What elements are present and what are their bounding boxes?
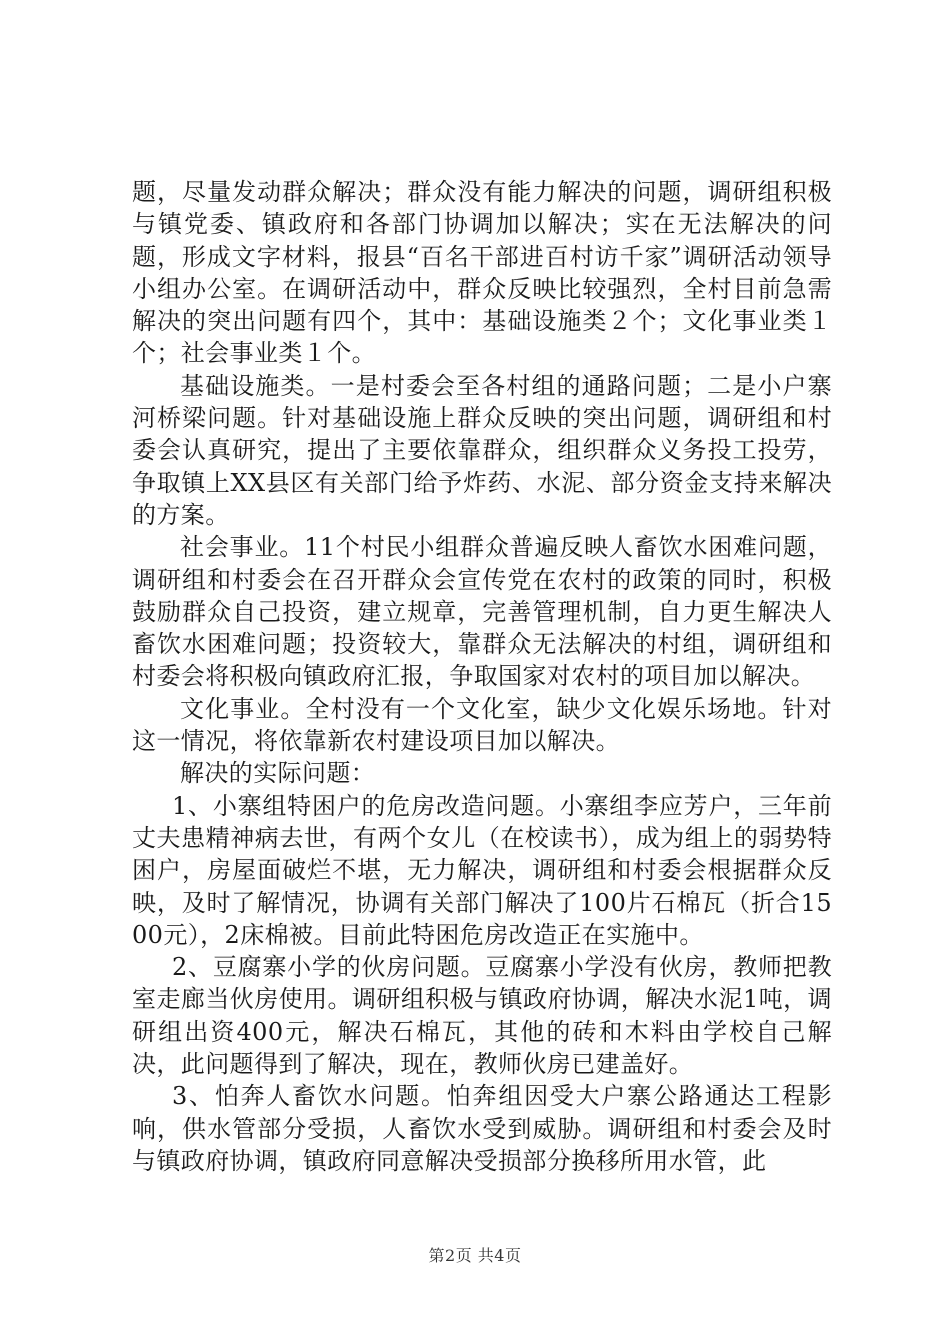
paragraph-item-2: 2、豆腐寨小学的伙房问题。豆腐寨小学没有伙房，教师把教室走廊当伙房使用。调研组积极与镇政府协调，解决水泥1吨，调研组出资400元，解决石棉瓦，其他的砖和木料由学校自己解决，此问题得到了解决，现在，教师伙房已建盖好。 <box>132 953 832 1079</box>
paragraph-infrastructure: 基础设施类。一是村委会至各村组的通路问题；二是小户寨河桥梁问题。针对基础设施上群众反映的突出问题，调研组和村委会认真研究，提出了主要依靠群众，组织群众义务投工投劳，争取镇上XX县区有关部门给予炸药、水泥、部分资金支持来解决的方案。 <box>132 371 832 529</box>
document-body <box>132 176 832 1177</box>
paragraph-social-affairs: 社会事业。11个村民小组群众普遍反映人畜饮水困难问题，调研组和村委会在召开群众会宣传党在农村的政策的同时，积极鼓励群众自己投资，建立规章，完善管理机制，自力更生解决人畜饮水困难问题；投资较大，靠群众无法解决的村组，调研组和村委会将积极向镇政府汇报，争取国家对农村的项目加以解决。 <box>132 533 832 691</box>
paragraph-item-3: 3、怕奔人畜饮水问题。怕奔组因受大户寨公路通达工程影响，供水管部分受损，人畜饮水受到威胁。调研组和村委会及时与镇政府协调，镇政府同意解决受损部分换移所用水管，此 <box>132 1082 832 1175</box>
paragraph-continuation: 题，尽量发动群众解决；群众没有能力解决的问题，调研组积极与镇党委、镇政府和各部门协调加以解决；实在无法解决的问题，形成文字材料，报县“百名干部进百村访千家”调研活动领导小组办公室。在调研活动中，群众反映比较强烈，全村目前急需解决的突出问题有四个，其中：基础设施类２个；文化事业类１个；社会事业类１个。 <box>132 178 832 368</box>
paragraph-cultural-affairs: 文化事业。全村没有一个文化室，缺少文化娱乐场地。针对这一情况，将依靠新农村建设项目加以解决。 <box>132 694 832 756</box>
paragraph-item-1: 1、小寨组特困户的危房改造问题。小寨组李应芳户，三年前丈夫患精神病去世，有两个女儿（在校读书），成为组上的弱势特困户，房屋面破烂不堪，无力解决，调研组和村委会根据群众反映，及时了解情况，协调有关部门解决了100片石棉瓦（折合1500元），2床棉被。目前此特困危房改造正在实施中。 <box>132 791 832 949</box>
paragraph-solved-problems-heading: 解决的实际问题： <box>180 759 376 788</box>
page-footer: 第2页 共4页 <box>428 1246 522 1265</box>
